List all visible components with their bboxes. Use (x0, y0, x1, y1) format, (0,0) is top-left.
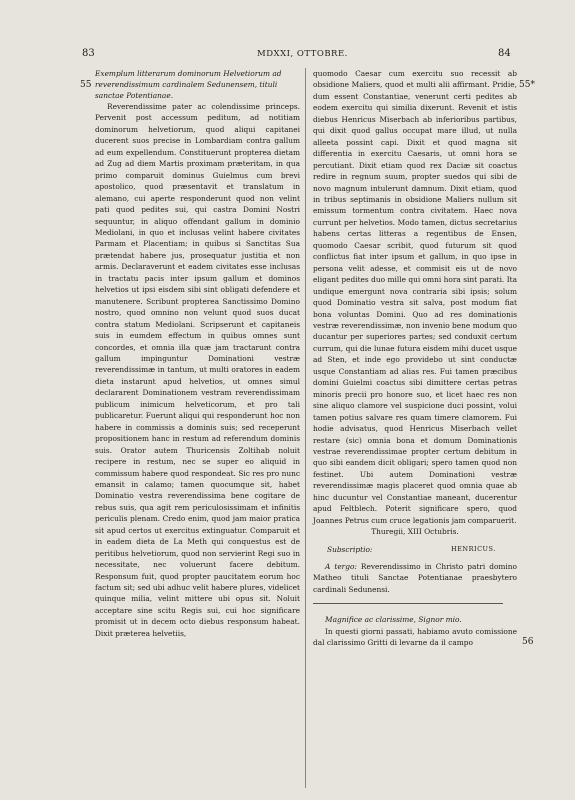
letter-body-part1: Reverendissime pater ac colendissime princeps. Pervenit post accessum peditum, ad notitiam dominorum helvetiorum, quod aliqui capitanei ducerent suos precise in Lombardiam contra gallum ad eum expellendum. Constituerunt propterea dietam ad Zug ad diem Martis proximam præteritam, in qua primo comparuit dominus Guielmus cum brevi apostolico, quod præsentavit et translatum in alemano, cui aperte responderunt quod non velint pati quod pedites sui, qui castra Domini Nostri sequuntur, in aliquo offendant gallum in dominio Mediolani, in quo et inclusas velint habere civitates Parmam et Placentiam; in quibus si Sanctitas Sua prætendat habere jus, prosequatur justitia et non armis. Declaraverunt et eadem civitates esse inclusas in tractatu pacis inter ipsum gallum et dominos helvetios ut ipsi eisdem sibi sint obligati defendere et manutenere. Scribunt propterea Sanctissimo Domino nostro, quod omnino non velunt quod suos ducat contra statum Mediolani. Scripserunt et capitaneis suis in eumdem effectum in quibus omnes sunt concordes, et omnia illa quæ jam tractarunt contra gallum impinguntur Dominationi vestræ reverendissimæ in tantum, ut multi oratores in eadem dieta instarunt apud helvetios, ut omnes simul declararent Dominationem vestram reverendissimam publicum inimicum helveticorum, et pro tali publicaretur. Fuerunt aliqui qui responderunt hoc non habere in commissis a dominis suis; sed receperunt propositionem hanc in restum ad referendum dominis suis. Orator autem Thuricensis Zoltihab noluit recipere in restum, nec se super eo aliquid in commissum habere quod respondeat. Sic res pro nunc emansit in calamo; tamen quocumque sit, habet Dominatio vestra reverendissima bene cogitare de rebus suis, qua agit rem periculosissimam et infinitis periculis plenam. Credo enim, quod jam maior pratica sit apud certos ut exercitus extinguatur. Comparuit et in eadem dieta de La Meth qui conquestus est de peritibus helvetiorum, quod non servierint Regi suo in necessitate, nec voluerunt facere debitum. Responsum fuit, quod propter paucitatem eorum hoc factum sit; sed ubi adhuc velit habere plures, videlicet quinque milia, velint mittere ubi opus sit. Noluit acceptare sine scitu Regis sui, cui hoc significare promisit ut in decem octo diebus responsum habeat. Dixit præterea helvetiis, (95, 102, 300, 638)
margin-number-55-right: 55* (519, 80, 535, 90)
subscriptio (327, 544, 517, 555)
margin-number-55-left: 55 (80, 80, 92, 90)
second-letter-text: In questi giorni passati, habiamo avuto comissione dal clarissimo Gritti di levarne da il campo (313, 626, 517, 648)
running-title: MDXXI, OTTOBRE. (257, 49, 348, 59)
signatory-name: HENRICUS. (451, 544, 496, 553)
left-column (95, 68, 300, 639)
a-tergo-label: A tergo: (325, 562, 357, 572)
margin-number-56: 56 (522, 637, 534, 647)
column-divider (305, 68, 306, 788)
document-separator (313, 603, 503, 604)
a-tergo-address (313, 561, 517, 595)
running-header (0, 48, 575, 64)
letter-body-part2: quomodo Caesar cum exercitu suo recessit ab obsidione Maliers, quod et multi alii affirmant. Pridie, dum essent Constantiae, venerunt certi pedites ab eodem exercitu qui similia dixerunt. Revenit et istis diebus Henricus Miserbach ab inferioribus partibus, qui dixit quod gallus occupat mare illud, ut nulla alleeta possint capi. Dixit et quod magna sit differentia in exercitu Caesaris, ut omni hora se percutiant. Dixit etiam quod rex Daciæ sit coactus redire in regnum suum, propter suedos qui sibi de novo magnum intulerunt damnum. Dixit etiam, quod in tribus septimanis in obsidione Maliers nullum sit emissum tormentum contra civitatem. Haec nova currunt per helvetios. Modo tamen, dictus secretarius habens certas litteras a regentibus de Ensen, quomodo Caesar scribit, quod futurum sit quod conflictus fiat inter ipsum et gallum, in quo ipse in persona velit adesse, et commisit eis ut de novo eligant pedites duo mille qui omni hora sint parati. Ita undique emergunt nova contraria sibi ipsis; solum quod Dominatio vestra sit salva, post modum fiat bona voluntas Domini. Quo ad res dominationis vestræ reverendissimæ, non invenio bene modum quo ducantur per superiores partes; sed conduxit certum currum, qui die lunae futura eisdem mihi ducet usque ad Sten, et inde ego providebo ut sint conductæ usque Constantiam ad alias res. Fui tamen præcibus domini Guielmi coactus sibi dimittere certas petras minoris precii pro honore suo, et licet haec res non sine aliquo clamore vel suspicione duci possint, volui tamen potius salvare res quam timere clamorem. Fui hodie advisatus, quod Henricus Miserbach vellet restare (sic) omnia bona et domum Dominationis vestrae reverendissimae propter certum debitum in quo sibi eandem dicit obligari; spero tamen quod non festinet. Ubi autem Dominationi vestræ reverendissimæ magis placeret quod omnia quae ab hinc ducuntur vel Constantiae maneant, ducerentur apud Feltblech. Poterit significare spero, quod Joannes Petrus cum cruce legationis jam comparuerit. (313, 69, 517, 525)
second-letter-salutation (313, 614, 517, 625)
page-number-right: 84 (498, 48, 511, 59)
a-tergo-text: Reverendissimo in Christo patri domino Matheo tituli Sanctae Potentianae praesbytero cardinali Sedunensi. (313, 562, 517, 594)
letter-date: Thuregii, XIII Octubris. (371, 527, 459, 537)
subscriptio-label: Subscriptio: (327, 544, 373, 554)
page-number-left: 83 (82, 48, 95, 59)
document-title: Exemplum litterarum dominorum Helvetiorum ad reverendissimum cardinalem Sedunensem, tituli sanctae Potentianae. (95, 69, 282, 100)
right-column (313, 68, 517, 649)
salutation-text: Magnifice ac clarissime, Signor mio. (325, 615, 462, 625)
